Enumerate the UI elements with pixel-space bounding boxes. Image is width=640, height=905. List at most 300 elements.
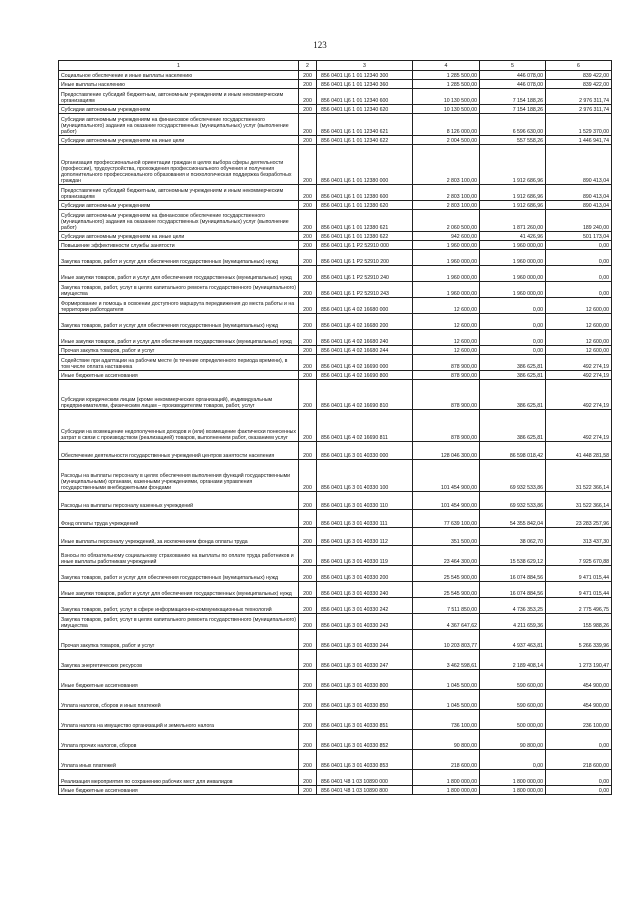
row-name-cell: Иные бюджетные ассигнования bbox=[59, 670, 299, 690]
row-unexecuted-amount-cell: 2 976 311,74 bbox=[546, 89, 612, 105]
row-name-cell: Реализация мероприятия по сохранению рабочих мест для инвалидов bbox=[59, 770, 299, 786]
row-name-cell: Уплата налогов, сборов и иных платежей bbox=[59, 690, 299, 710]
row-unexecuted-amount-cell: 12 600,00 bbox=[546, 346, 612, 355]
row-budget-code-cell: 856 0401 Ц6 1 01 12380 621 bbox=[317, 210, 413, 232]
row-unexecuted-amount-cell: 12 600,00 bbox=[546, 330, 612, 346]
row-executed-amount-cell: 386 625,81 bbox=[480, 355, 546, 371]
row-unexecuted-amount-cell: 839 422,00 bbox=[546, 71, 612, 80]
row-approved-amount-cell: 12 600,00 bbox=[413, 298, 480, 314]
row-name-cell: Социальное обеспечение и иные выплаты населению bbox=[59, 71, 299, 80]
row-executed-amount-cell: 4 211 659,36 bbox=[480, 614, 546, 630]
row-unexecuted-amount-cell: 890 413,04 bbox=[546, 185, 612, 201]
row-budget-code-cell: 856 0401 Ц6 3 01 40330 242 bbox=[317, 598, 413, 614]
row-executed-amount-cell: 90 800,00 bbox=[480, 730, 546, 750]
row-name-cell: Повышение эффективности службы занятости bbox=[59, 241, 299, 250]
row-approved-amount-cell: 1 285 500,00 bbox=[413, 80, 480, 89]
budget-execution-table bbox=[58, 60, 612, 795]
row-approved-amount-cell: 3 462 598,61 bbox=[413, 650, 480, 670]
row-unexecuted-amount-cell: 31 522 366,14 bbox=[546, 492, 612, 510]
table-row bbox=[59, 346, 612, 355]
row-unexecuted-amount-cell: 313 437,30 bbox=[546, 528, 612, 546]
table-row bbox=[59, 630, 612, 650]
row-code-cell: 200 bbox=[299, 690, 317, 710]
row-code-cell: 200 bbox=[299, 355, 317, 371]
row-code-cell: 200 bbox=[299, 786, 317, 795]
row-name-cell: Предоставление субсидий бюджетным, автономным учреждениям и иным некоммерческим организациям bbox=[59, 89, 299, 105]
row-approved-amount-cell: 878 900,00 bbox=[413, 410, 480, 442]
table-row bbox=[59, 80, 612, 89]
row-unexecuted-amount-cell: 890 413,04 bbox=[546, 145, 612, 185]
row-budget-code-cell: 856 0401 Ц6 3 01 40330 850 bbox=[317, 690, 413, 710]
row-name-cell: Иные закупки товаров, работ и услуг для обеспечения государственных (муниципальных) нужд bbox=[59, 582, 299, 598]
row-budget-code-cell: 856 0401 Ц6 3 01 40330 851 bbox=[317, 710, 413, 730]
row-code-cell: 200 bbox=[299, 614, 317, 630]
row-unexecuted-amount-cell: 189 240,00 bbox=[546, 210, 612, 232]
row-unexecuted-amount-cell: 218 600,00 bbox=[546, 750, 612, 770]
table-row bbox=[59, 582, 612, 598]
row-approved-amount-cell: 878 900,00 bbox=[413, 371, 480, 380]
row-unexecuted-amount-cell: 492 274,19 bbox=[546, 371, 612, 380]
row-executed-amount-cell: 15 538 629,12 bbox=[480, 546, 546, 566]
row-approved-amount-cell: 77 639 100,00 bbox=[413, 510, 480, 528]
row-budget-code-cell: 856 0401 Ц6 3 01 40330 110 bbox=[317, 492, 413, 510]
row-budget-code-cell: 856 0401 Ц6 4 02 16690 811 bbox=[317, 410, 413, 442]
row-code-cell: 200 bbox=[299, 410, 317, 442]
row-executed-amount-cell: 590 600,00 bbox=[480, 670, 546, 690]
row-budget-code-cell: 856 0401 Ч8 1 03 10890 000 bbox=[317, 770, 413, 786]
row-approved-amount-cell: 23 464 300,00 bbox=[413, 546, 480, 566]
row-name-cell: Расходы на выплаты персоналу казенных учреждений bbox=[59, 492, 299, 510]
row-code-cell: 200 bbox=[299, 232, 317, 241]
row-name-cell: Закупка энергетических ресурсов bbox=[59, 650, 299, 670]
row-approved-amount-cell: 2 803 100,00 bbox=[413, 201, 480, 210]
row-unexecuted-amount-cell: 0,00 bbox=[546, 250, 612, 266]
table-row bbox=[59, 185, 612, 201]
row-code-cell: 200 bbox=[299, 282, 317, 298]
row-budget-code-cell: 856 0401 Ц6 3 01 40330 852 bbox=[317, 730, 413, 750]
row-unexecuted-amount-cell: 0,00 bbox=[546, 241, 612, 250]
row-name-cell: Предоставление субсидий бюджетным, автономным учреждениям и иным некоммерческим организациям bbox=[59, 185, 299, 201]
row-name-cell: Закупка товаров, работ и услуг для обеспечения государственных (муниципальных) нужд bbox=[59, 250, 299, 266]
row-unexecuted-amount-cell: 2 976 311,74 bbox=[546, 105, 612, 114]
row-approved-amount-cell: 10 203 803,77 bbox=[413, 630, 480, 650]
row-executed-amount-cell: 16 074 884,56 bbox=[480, 566, 546, 582]
row-budget-code-cell: 856 0401 Ц6 3 01 40330 243 bbox=[317, 614, 413, 630]
row-budget-code-cell: 856 0401 Ц6 4 02 16680 200 bbox=[317, 314, 413, 330]
row-approved-amount-cell: 25 545 900,00 bbox=[413, 582, 480, 598]
row-code-cell: 200 bbox=[299, 114, 317, 136]
row-code-cell: 200 bbox=[299, 136, 317, 145]
row-approved-amount-cell: 101 454 900,00 bbox=[413, 492, 480, 510]
row-name-cell: Организация профессиональной ориентации граждан в целях выбора сферы деятельности (профессии), трудоустройства, прохождения профессионального обучения и получения дополнительного профессионального образования и психологическая поддержка безработных граждан bbox=[59, 145, 299, 185]
row-code-cell: 200 bbox=[299, 266, 317, 282]
row-name-cell: Взносы по обязательному социальному страхованию на выплаты по оплате труда работников и иные выплаты работникам учреждений bbox=[59, 546, 299, 566]
row-code-cell: 200 bbox=[299, 185, 317, 201]
row-budget-code-cell: 856 0401 Ц6 4 02 16680 244 bbox=[317, 346, 413, 355]
row-code-cell: 200 bbox=[299, 330, 317, 346]
row-unexecuted-amount-cell: 0,00 bbox=[546, 266, 612, 282]
row-approved-amount-cell: 2 803 100,00 bbox=[413, 185, 480, 201]
row-budget-code-cell: 856 0401 Ц6 4 02 16680 000 bbox=[317, 298, 413, 314]
row-name-cell: Субсидии на возмещение недополученных доходов и (или) возмещение фактически понесенных затрат в связи с производством (реализацией) товаров, выполнением работ, оказанием услуг bbox=[59, 410, 299, 442]
row-budget-code-cell: 856 0401 Ц6 4 02 16680 240 bbox=[317, 330, 413, 346]
row-executed-amount-cell: 386 625,81 bbox=[480, 410, 546, 442]
row-approved-amount-cell: 1 800 000,00 bbox=[413, 770, 480, 786]
row-approved-amount-cell: 351 500,00 bbox=[413, 528, 480, 546]
row-executed-amount-cell: 446 078,00 bbox=[480, 71, 546, 80]
row-unexecuted-amount-cell: 12 600,00 bbox=[546, 298, 612, 314]
row-executed-amount-cell: 386 625,81 bbox=[480, 380, 546, 410]
row-approved-amount-cell: 12 600,00 bbox=[413, 346, 480, 355]
row-code-cell: 200 bbox=[299, 201, 317, 210]
row-code-cell: 200 bbox=[299, 750, 317, 770]
row-executed-amount-cell: 1 960 000,00 bbox=[480, 282, 546, 298]
row-executed-amount-cell: 6 596 630,00 bbox=[480, 114, 546, 136]
table-row bbox=[59, 241, 612, 250]
row-unexecuted-amount-cell: 2 775 496,75 bbox=[546, 598, 612, 614]
column-number-header-row bbox=[59, 61, 612, 71]
row-code-cell: 200 bbox=[299, 546, 317, 566]
row-approved-amount-cell: 1 960 000,00 bbox=[413, 241, 480, 250]
row-executed-amount-cell: 1 871 260,00 bbox=[480, 210, 546, 232]
table-row bbox=[59, 770, 612, 786]
row-approved-amount-cell: 736 100,00 bbox=[413, 710, 480, 730]
row-budget-code-cell: 856 0401 Ц6 1 01 12340 360 bbox=[317, 80, 413, 89]
row-budget-code-cell: 856 0401 Ц6 4 02 16690 000 bbox=[317, 355, 413, 371]
table-row bbox=[59, 298, 612, 314]
row-budget-code-cell: 856 0401 Ч8 1 03 10890 800 bbox=[317, 786, 413, 795]
column-header: 6 bbox=[546, 61, 612, 71]
row-name-cell: Уплата иных платежей bbox=[59, 750, 299, 770]
row-unexecuted-amount-cell: 155 988,26 bbox=[546, 614, 612, 630]
row-executed-amount-cell: 1 912 686,96 bbox=[480, 145, 546, 185]
row-code-cell: 200 bbox=[299, 89, 317, 105]
row-budget-code-cell: 856 0401 Ц6 1 01 12340 621 bbox=[317, 114, 413, 136]
row-approved-amount-cell: 12 600,00 bbox=[413, 330, 480, 346]
row-executed-amount-cell: 557 558,26 bbox=[480, 136, 546, 145]
row-code-cell: 200 bbox=[299, 510, 317, 528]
row-name-cell: Формирование и помощь в освоении доступного маршрута передвижения до места работы и на территории работодателя bbox=[59, 298, 299, 314]
row-name-cell: Уплата налога на имущество организаций и земельного налога bbox=[59, 710, 299, 730]
row-name-cell: Прочая закупка товаров, работ и услуг bbox=[59, 630, 299, 650]
row-code-cell: 200 bbox=[299, 80, 317, 89]
table-row bbox=[59, 232, 612, 241]
row-unexecuted-amount-cell: 0,00 bbox=[546, 730, 612, 750]
row-unexecuted-amount-cell: 12 600,00 bbox=[546, 314, 612, 330]
row-unexecuted-amount-cell: 23 283 257,96 bbox=[546, 510, 612, 528]
row-name-cell: Субсидии автономным учреждениям bbox=[59, 105, 299, 114]
row-budget-code-cell: 856 0401 Ц6 3 01 40330 100 bbox=[317, 460, 413, 492]
table-row bbox=[59, 510, 612, 528]
row-executed-amount-cell: 0,00 bbox=[480, 330, 546, 346]
table-row bbox=[59, 330, 612, 346]
table-row bbox=[59, 282, 612, 298]
row-executed-amount-cell: 16 074 884,56 bbox=[480, 582, 546, 598]
row-unexecuted-amount-cell: 236 100,00 bbox=[546, 710, 612, 730]
row-budget-code-cell: 856 0401 Ц6 1 Р2 52910 200 bbox=[317, 250, 413, 266]
row-executed-amount-cell: 54 355 842,04 bbox=[480, 510, 546, 528]
row-unexecuted-amount-cell: 0,00 bbox=[546, 786, 612, 795]
row-unexecuted-amount-cell: 501 173,04 bbox=[546, 232, 612, 241]
row-unexecuted-amount-cell: 839 422,00 bbox=[546, 80, 612, 89]
row-executed-amount-cell: 69 932 533,86 bbox=[480, 460, 546, 492]
row-name-cell: Закупка товаров, работ, услуг в целях капитального ремонта государственного (муниципального) имущества bbox=[59, 614, 299, 630]
row-budget-code-cell: 856 0401 Ц6 3 01 40330 119 bbox=[317, 546, 413, 566]
row-approved-amount-cell: 878 900,00 bbox=[413, 355, 480, 371]
row-code-cell: 200 bbox=[299, 598, 317, 614]
row-name-cell: Закупка товаров, работ, услуг в сфере информационно-коммуникационных технологий bbox=[59, 598, 299, 614]
row-executed-amount-cell: 7 154 188,26 bbox=[480, 89, 546, 105]
row-name-cell: Расходы на выплаты персоналу в целях обеспечения выполнения функций государственными (муниципальными) органами, казенными учреждениями, органами управления государственными внебюджетными фондами bbox=[59, 460, 299, 492]
row-code-cell: 200 bbox=[299, 650, 317, 670]
row-unexecuted-amount-cell: 890 413,04 bbox=[546, 201, 612, 210]
row-budget-code-cell: 856 0401 Ц6 3 01 40330 800 bbox=[317, 670, 413, 690]
row-approved-amount-cell: 1 960 000,00 bbox=[413, 282, 480, 298]
row-code-cell: 200 bbox=[299, 460, 317, 492]
row-code-cell: 200 bbox=[299, 250, 317, 266]
table-row bbox=[59, 410, 612, 442]
table-row bbox=[59, 598, 612, 614]
row-name-cell: Закупка товаров, работ и услуг для обеспечения государственных (муниципальных) нужд bbox=[59, 566, 299, 582]
row-name-cell: Содействие при адаптации на рабочем месте (в течение определенного периода времени), в том числе оплата наставника bbox=[59, 355, 299, 371]
table-row bbox=[59, 210, 612, 232]
row-name-cell: Закупка товаров, работ, услуг в целях капитального ремонта государственного (муниципального) имущества bbox=[59, 282, 299, 298]
column-header: 4 bbox=[413, 61, 480, 71]
row-executed-amount-cell: 86 598 018,42 bbox=[480, 442, 546, 460]
row-approved-amount-cell: 1 285 500,00 bbox=[413, 71, 480, 80]
column-header: 5 bbox=[480, 61, 546, 71]
row-code-cell: 200 bbox=[299, 105, 317, 114]
row-code-cell: 200 bbox=[299, 241, 317, 250]
row-approved-amount-cell: 128 046 300,00 bbox=[413, 442, 480, 460]
row-name-cell: Субсидии автономным учреждениям bbox=[59, 201, 299, 210]
row-unexecuted-amount-cell: 31 522 366,14 bbox=[546, 460, 612, 492]
row-executed-amount-cell: 1 960 000,00 bbox=[480, 250, 546, 266]
row-unexecuted-amount-cell: 1 273 190,47 bbox=[546, 650, 612, 670]
column-header: 1 bbox=[59, 61, 299, 71]
row-budget-code-cell: 856 0401 Ц6 1 01 12340 620 bbox=[317, 105, 413, 114]
row-approved-amount-cell: 7 511 850,00 bbox=[413, 598, 480, 614]
row-budget-code-cell: 856 0401 Ц6 3 01 40330 247 bbox=[317, 650, 413, 670]
table-row bbox=[59, 442, 612, 460]
row-name-cell: Субсидии автономным учреждениям на финансовое обеспечение государственного (муниципального) задания на оказание государственных (муниципальных) услуг (выполнение работ) bbox=[59, 210, 299, 232]
row-executed-amount-cell: 1 960 000,00 bbox=[480, 266, 546, 282]
row-executed-amount-cell: 590 600,00 bbox=[480, 690, 546, 710]
row-budget-code-cell: 856 0401 Ц6 3 01 40330 200 bbox=[317, 566, 413, 582]
row-approved-amount-cell: 1 960 000,00 bbox=[413, 250, 480, 266]
row-approved-amount-cell: 218 600,00 bbox=[413, 750, 480, 770]
row-code-cell: 200 bbox=[299, 710, 317, 730]
row-unexecuted-amount-cell: 454 900,00 bbox=[546, 670, 612, 690]
table-body bbox=[59, 71, 612, 795]
row-code-cell: 200 bbox=[299, 298, 317, 314]
row-budget-code-cell: 856 0401 Ц6 1 01 12340 622 bbox=[317, 136, 413, 145]
row-name-cell: Уплата прочих налогов, сборов bbox=[59, 730, 299, 750]
row-executed-amount-cell: 0,00 bbox=[480, 346, 546, 355]
row-approved-amount-cell: 10 130 500,00 bbox=[413, 105, 480, 114]
row-unexecuted-amount-cell: 7 925 670,88 bbox=[546, 546, 612, 566]
table-row bbox=[59, 89, 612, 105]
row-budget-code-cell: 856 0401 Ц6 1 01 12380 600 bbox=[317, 185, 413, 201]
row-executed-amount-cell: 0,00 bbox=[480, 750, 546, 770]
table-row bbox=[59, 380, 612, 410]
row-name-cell: Иные закупки товаров, работ и услуг для обеспечения государственных (муниципальных) нужд bbox=[59, 330, 299, 346]
table-row bbox=[59, 71, 612, 80]
row-executed-amount-cell: 4 937 463,81 bbox=[480, 630, 546, 650]
row-code-cell: 200 bbox=[299, 492, 317, 510]
table-row bbox=[59, 750, 612, 770]
row-executed-amount-cell: 0,00 bbox=[480, 298, 546, 314]
row-budget-code-cell: 856 0401 Ц6 3 01 40330 240 bbox=[317, 582, 413, 598]
row-unexecuted-amount-cell: 492 274,19 bbox=[546, 410, 612, 442]
table-row bbox=[59, 566, 612, 582]
row-budget-code-cell: 856 0401 Ц6 1 Р2 52910 000 bbox=[317, 241, 413, 250]
row-code-cell: 200 bbox=[299, 770, 317, 786]
row-approved-amount-cell: 1 960 000,00 bbox=[413, 266, 480, 282]
table-row bbox=[59, 371, 612, 380]
row-code-cell: 200 bbox=[299, 566, 317, 582]
row-approved-amount-cell: 25 545 900,00 bbox=[413, 566, 480, 582]
row-unexecuted-amount-cell: 5 266 339,96 bbox=[546, 630, 612, 650]
row-budget-code-cell: 856 0401 Ц6 1 01 12340 600 bbox=[317, 89, 413, 105]
row-approved-amount-cell: 4 367 647,62 bbox=[413, 614, 480, 630]
row-unexecuted-amount-cell: 0,00 bbox=[546, 282, 612, 298]
row-budget-code-cell: 856 0401 Ц6 4 02 16690 810 bbox=[317, 380, 413, 410]
row-approved-amount-cell: 90 800,00 bbox=[413, 730, 480, 750]
table-row bbox=[59, 136, 612, 145]
row-budget-code-cell: 856 0401 Ц6 1 01 12380 620 bbox=[317, 201, 413, 210]
row-name-cell: Иные бюджетные ассигнования bbox=[59, 786, 299, 795]
row-approved-amount-cell: 1 045 500,00 bbox=[413, 690, 480, 710]
table-row bbox=[59, 355, 612, 371]
row-name-cell: Закупка товаров, работ и услуг для обеспечения государственных (муниципальных) нужд bbox=[59, 314, 299, 330]
row-name-cell: Субсидии автономным учреждениям на иные цели bbox=[59, 136, 299, 145]
table-row bbox=[59, 546, 612, 566]
row-executed-amount-cell: 1 912 686,96 bbox=[480, 185, 546, 201]
row-code-cell: 200 bbox=[299, 314, 317, 330]
table-row bbox=[59, 614, 612, 630]
row-budget-code-cell: 856 0401 Ц6 3 01 40330 112 bbox=[317, 528, 413, 546]
table-row bbox=[59, 250, 612, 266]
row-approved-amount-cell: 2 060 500,00 bbox=[413, 210, 480, 232]
row-name-cell: Иные выплаты населению bbox=[59, 80, 299, 89]
row-name-cell: Субсидии автономным учреждениям на финансовое обеспечение государственного (муниципального) задания на оказание государственных (муниципальных) услуг (выполнение работ) bbox=[59, 114, 299, 136]
row-budget-code-cell: 856 0401 Ц6 1 01 12380 000 bbox=[317, 145, 413, 185]
row-code-cell: 200 bbox=[299, 210, 317, 232]
table-row bbox=[59, 145, 612, 185]
table-row bbox=[59, 460, 612, 492]
row-code-cell: 200 bbox=[299, 380, 317, 410]
row-approved-amount-cell: 10 130 500,00 bbox=[413, 89, 480, 105]
row-unexecuted-amount-cell: 0,00 bbox=[546, 770, 612, 786]
row-budget-code-cell: 856 0401 Ц6 3 01 40330 853 bbox=[317, 750, 413, 770]
table-row bbox=[59, 650, 612, 670]
row-name-cell: Фонд оплаты труда учреждений bbox=[59, 510, 299, 528]
row-budget-code-cell: 856 0401 Ц6 3 01 40330 111 bbox=[317, 510, 413, 528]
row-name-cell: Иные выплаты персоналу учреждений, за исключением фонда оплаты труда bbox=[59, 528, 299, 546]
row-budget-code-cell: 856 0401 Ц6 1 01 12340 300 bbox=[317, 71, 413, 80]
row-code-cell: 200 bbox=[299, 730, 317, 750]
row-unexecuted-amount-cell: 454 900,00 bbox=[546, 690, 612, 710]
row-approved-amount-cell: 2 004 500,00 bbox=[413, 136, 480, 145]
table-row bbox=[59, 670, 612, 690]
column-header: 2 bbox=[299, 61, 317, 71]
row-code-cell: 200 bbox=[299, 528, 317, 546]
table-row bbox=[59, 105, 612, 114]
row-executed-amount-cell: 4 736 353,25 bbox=[480, 598, 546, 614]
row-code-cell: 200 bbox=[299, 371, 317, 380]
table-row bbox=[59, 201, 612, 210]
table-row bbox=[59, 114, 612, 136]
row-executed-amount-cell: 2 189 408,14 bbox=[480, 650, 546, 670]
row-name-cell: Обеспечение деятельности государственных учреждений центров занятости населения bbox=[59, 442, 299, 460]
row-budget-code-cell: 856 0401 Ц6 3 01 40330 000 bbox=[317, 442, 413, 460]
row-code-cell: 200 bbox=[299, 582, 317, 598]
table-row bbox=[59, 710, 612, 730]
table-row bbox=[59, 690, 612, 710]
row-executed-amount-cell: 38 062,70 bbox=[480, 528, 546, 546]
table-row bbox=[59, 314, 612, 330]
row-approved-amount-cell: 2 803 100,00 bbox=[413, 145, 480, 185]
row-unexecuted-amount-cell: 41 448 281,58 bbox=[546, 442, 612, 460]
row-budget-code-cell: 856 0401 Ц6 1 Р2 52910 240 bbox=[317, 266, 413, 282]
row-code-cell: 200 bbox=[299, 442, 317, 460]
row-approved-amount-cell: 942 600,00 bbox=[413, 232, 480, 241]
row-approved-amount-cell: 101 454 900,00 bbox=[413, 460, 480, 492]
row-executed-amount-cell: 69 932 533,86 bbox=[480, 492, 546, 510]
table-row bbox=[59, 786, 612, 795]
row-executed-amount-cell: 0,00 bbox=[480, 314, 546, 330]
column-header: 3 bbox=[317, 61, 413, 71]
row-approved-amount-cell: 1 800 000,00 bbox=[413, 786, 480, 795]
row-executed-amount-cell: 446 078,00 bbox=[480, 80, 546, 89]
table-row bbox=[59, 528, 612, 546]
row-code-cell: 200 bbox=[299, 145, 317, 185]
row-budget-code-cell: 856 0401 Ц6 1 01 12380 622 bbox=[317, 232, 413, 241]
row-unexecuted-amount-cell: 492 274,19 bbox=[546, 380, 612, 410]
row-executed-amount-cell: 500 000,00 bbox=[480, 710, 546, 730]
row-executed-amount-cell: 1 800 000,00 bbox=[480, 770, 546, 786]
row-executed-amount-cell: 386 625,81 bbox=[480, 371, 546, 380]
row-unexecuted-amount-cell: 492 274,19 bbox=[546, 355, 612, 371]
row-budget-code-cell: 856 0401 Ц6 4 02 16690 800 bbox=[317, 371, 413, 380]
table-row bbox=[59, 730, 612, 750]
row-budget-code-cell: 856 0401 Ц6 1 Р2 52910 243 bbox=[317, 282, 413, 298]
table-row bbox=[59, 492, 612, 510]
row-approved-amount-cell: 12 600,00 bbox=[413, 314, 480, 330]
row-code-cell: 200 bbox=[299, 346, 317, 355]
row-executed-amount-cell: 1 800 000,00 bbox=[480, 786, 546, 795]
row-budget-code-cell: 856 0401 Ц6 3 01 40330 244 bbox=[317, 630, 413, 650]
row-code-cell: 200 bbox=[299, 670, 317, 690]
row-unexecuted-amount-cell: 1 446 941,74 bbox=[546, 136, 612, 145]
row-approved-amount-cell: 8 126 000,00 bbox=[413, 114, 480, 136]
row-approved-amount-cell: 1 045 500,00 bbox=[413, 670, 480, 690]
row-name-cell: Иные бюджетные ассигнования bbox=[59, 371, 299, 380]
row-code-cell: 200 bbox=[299, 630, 317, 650]
row-executed-amount-cell: 1 912 686,96 bbox=[480, 201, 546, 210]
row-code-cell: 200 bbox=[299, 71, 317, 80]
row-name-cell: Иные закупки товаров, работ и услуг для обеспечения государственных (муниципальных) нужд bbox=[59, 266, 299, 282]
row-name-cell: Прочая закупка товаров, работ и услуг bbox=[59, 346, 299, 355]
row-unexecuted-amount-cell: 9 471 015,44 bbox=[546, 582, 612, 598]
row-unexecuted-amount-cell: 1 529 370,00 bbox=[546, 114, 612, 136]
row-executed-amount-cell: 1 960 000,00 bbox=[480, 241, 546, 250]
row-executed-amount-cell: 41 426,96 bbox=[480, 232, 546, 241]
row-name-cell: Субсидии юридическим лицам (кроме некоммерческих организаций), индивидуальным предпринимателям, физическим лицам – производителям товаров, работ, услуг bbox=[59, 380, 299, 410]
row-executed-amount-cell: 7 154 188,26 bbox=[480, 105, 546, 114]
row-unexecuted-amount-cell: 9 471 015,44 bbox=[546, 566, 612, 582]
